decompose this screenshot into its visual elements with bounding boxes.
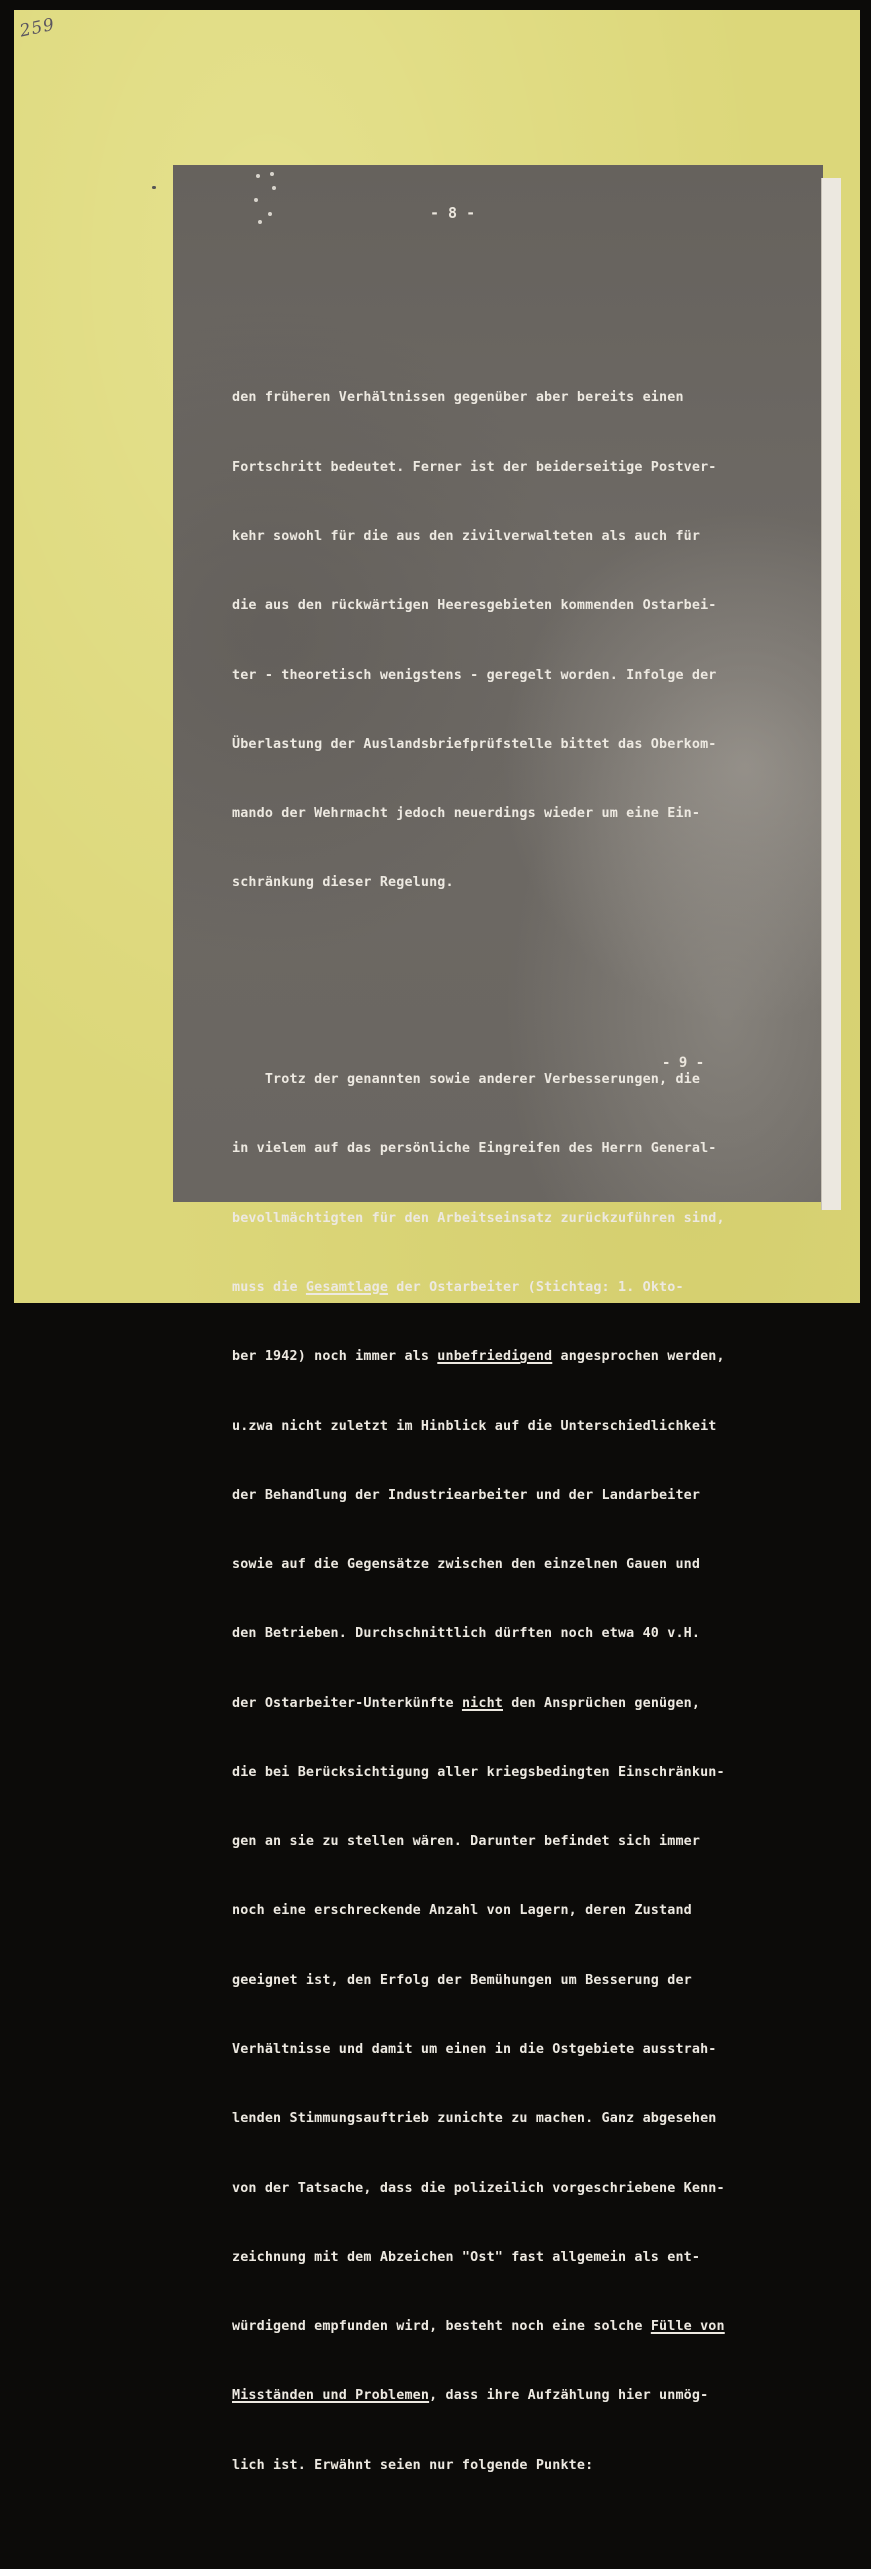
text-line xyxy=(232,2384,832,2407)
text-line: bevollmächtigten für den Arbeitseinsatz zurückzuführen sind, xyxy=(232,1210,725,1226)
document-body xyxy=(232,294,832,2569)
text-segment: der Ostarbeiter-Unterkünfte xyxy=(232,1695,462,1711)
pencil-folio-number: 259 xyxy=(18,14,57,42)
underlined-term-unbefriedigend: unbefriedigend xyxy=(437,1349,553,1365)
text-segment: den Ansprüchen genügen, xyxy=(503,1695,701,1711)
text-line: gen an sie zu stellen wären. Darunter befindet sich immer xyxy=(232,1834,701,1850)
text-line: lich ist. Erwähnt seien nur folgende Punkte: xyxy=(232,2457,594,2473)
text-line: schränkung dieser Regelung. xyxy=(232,875,454,891)
punch-hole-marks xyxy=(248,168,278,228)
text-line: Trotz der genannten sowie anderer Verbesserungen, die xyxy=(232,1072,701,1088)
text-line: den Betrieben. Durchschnittlich dürften noch etwa 40 v.H. xyxy=(232,1626,701,1642)
text-line: u.zwa nicht zuletzt im Hinblick auf die Unterschiedlichkeit xyxy=(232,1418,717,1434)
text-segment: der Ostarbeiter (Stichtag: 1. Okto- xyxy=(388,1279,684,1295)
text-line: in vielem auf das persönliche Eingreifen des Herrn General- xyxy=(232,1141,717,1157)
text-line: von der Tatsache, dass die polizeilich vorgeschriebene Kenn- xyxy=(232,2180,725,2196)
text-line: den früheren Verhältnissen gegenüber aber bereits einen xyxy=(232,390,684,406)
underlined-term-fuelle-von: Fülle von xyxy=(650,2319,725,2335)
text-line xyxy=(232,1692,832,1715)
text-line: die bei Berücksichtigung aller kriegsbedingten Einschränkun- xyxy=(232,1764,725,1780)
text-line: der Behandlung der Industriearbeiter und der Landarbeiter xyxy=(232,1487,701,1503)
text-line: zeichnung mit dem Abzeichen "Ost" fast allgemein als ent- xyxy=(232,2249,701,2265)
text-line: lenden Stimmungsauftrieb zunichte zu machen. Ganz abgesehen xyxy=(232,2111,717,2127)
paper-speck xyxy=(152,186,156,189)
catchword-next-page: - 9 - xyxy=(662,1055,705,1071)
text-line xyxy=(232,1276,832,1299)
page-number: - 8 - xyxy=(430,204,476,222)
underlined-term-nicht: nicht xyxy=(461,1695,503,1711)
text-segment: ber 1942) noch immer als xyxy=(232,1349,438,1365)
text-segment: muss die xyxy=(232,1279,306,1295)
text-line: Überlastung der Auslandsbriefprüfstelle bittet das Oberkom- xyxy=(232,736,717,752)
text-segment: würdigend empfunden wird, besteht noch eine solche xyxy=(232,2319,651,2335)
text-line: noch eine erschreckende Anzahl von Lagern, deren Zustand xyxy=(232,1903,692,1919)
text-line: die aus den rückwärtigen Heeresgebieten kommenden Ostarbei- xyxy=(232,598,717,614)
text-line: Fortschritt bedeutet. Ferner ist der beiderseitige Postver- xyxy=(232,459,717,475)
underlined-term-gesamtlage: Gesamtlage xyxy=(305,1279,389,1295)
underlined-term-misstaenden: Misständen und Problemen xyxy=(232,2388,430,2404)
text-line: Verhältnisse und damit um einen in die Ostgebiete ausstrah- xyxy=(232,2042,717,2058)
text-line: sowie auf die Gegensätze zwischen den einzelnen Gauen und xyxy=(232,1557,701,1573)
text-line: mando der Wehrmacht jedoch neuerdings wieder um eine Ein- xyxy=(232,806,701,822)
text-segment: , dass ihre Aufzählung hier unmög- xyxy=(429,2388,709,2404)
text-line: kehr sowohl für die aus den zivilverwalteten als auch für xyxy=(232,528,701,544)
paragraph-1 xyxy=(232,340,832,940)
text-line: ter - theoretisch wenigstens - geregelt worden. Infolge der xyxy=(232,667,717,683)
text-line xyxy=(232,1345,832,1368)
paragraph-2 xyxy=(232,1022,832,2523)
text-segment: angesprochen werden, xyxy=(552,1349,725,1365)
text-line: geeignet ist, den Erfolg der Bemühungen um Besserung der xyxy=(232,1972,692,1988)
text-line xyxy=(232,2315,832,2338)
